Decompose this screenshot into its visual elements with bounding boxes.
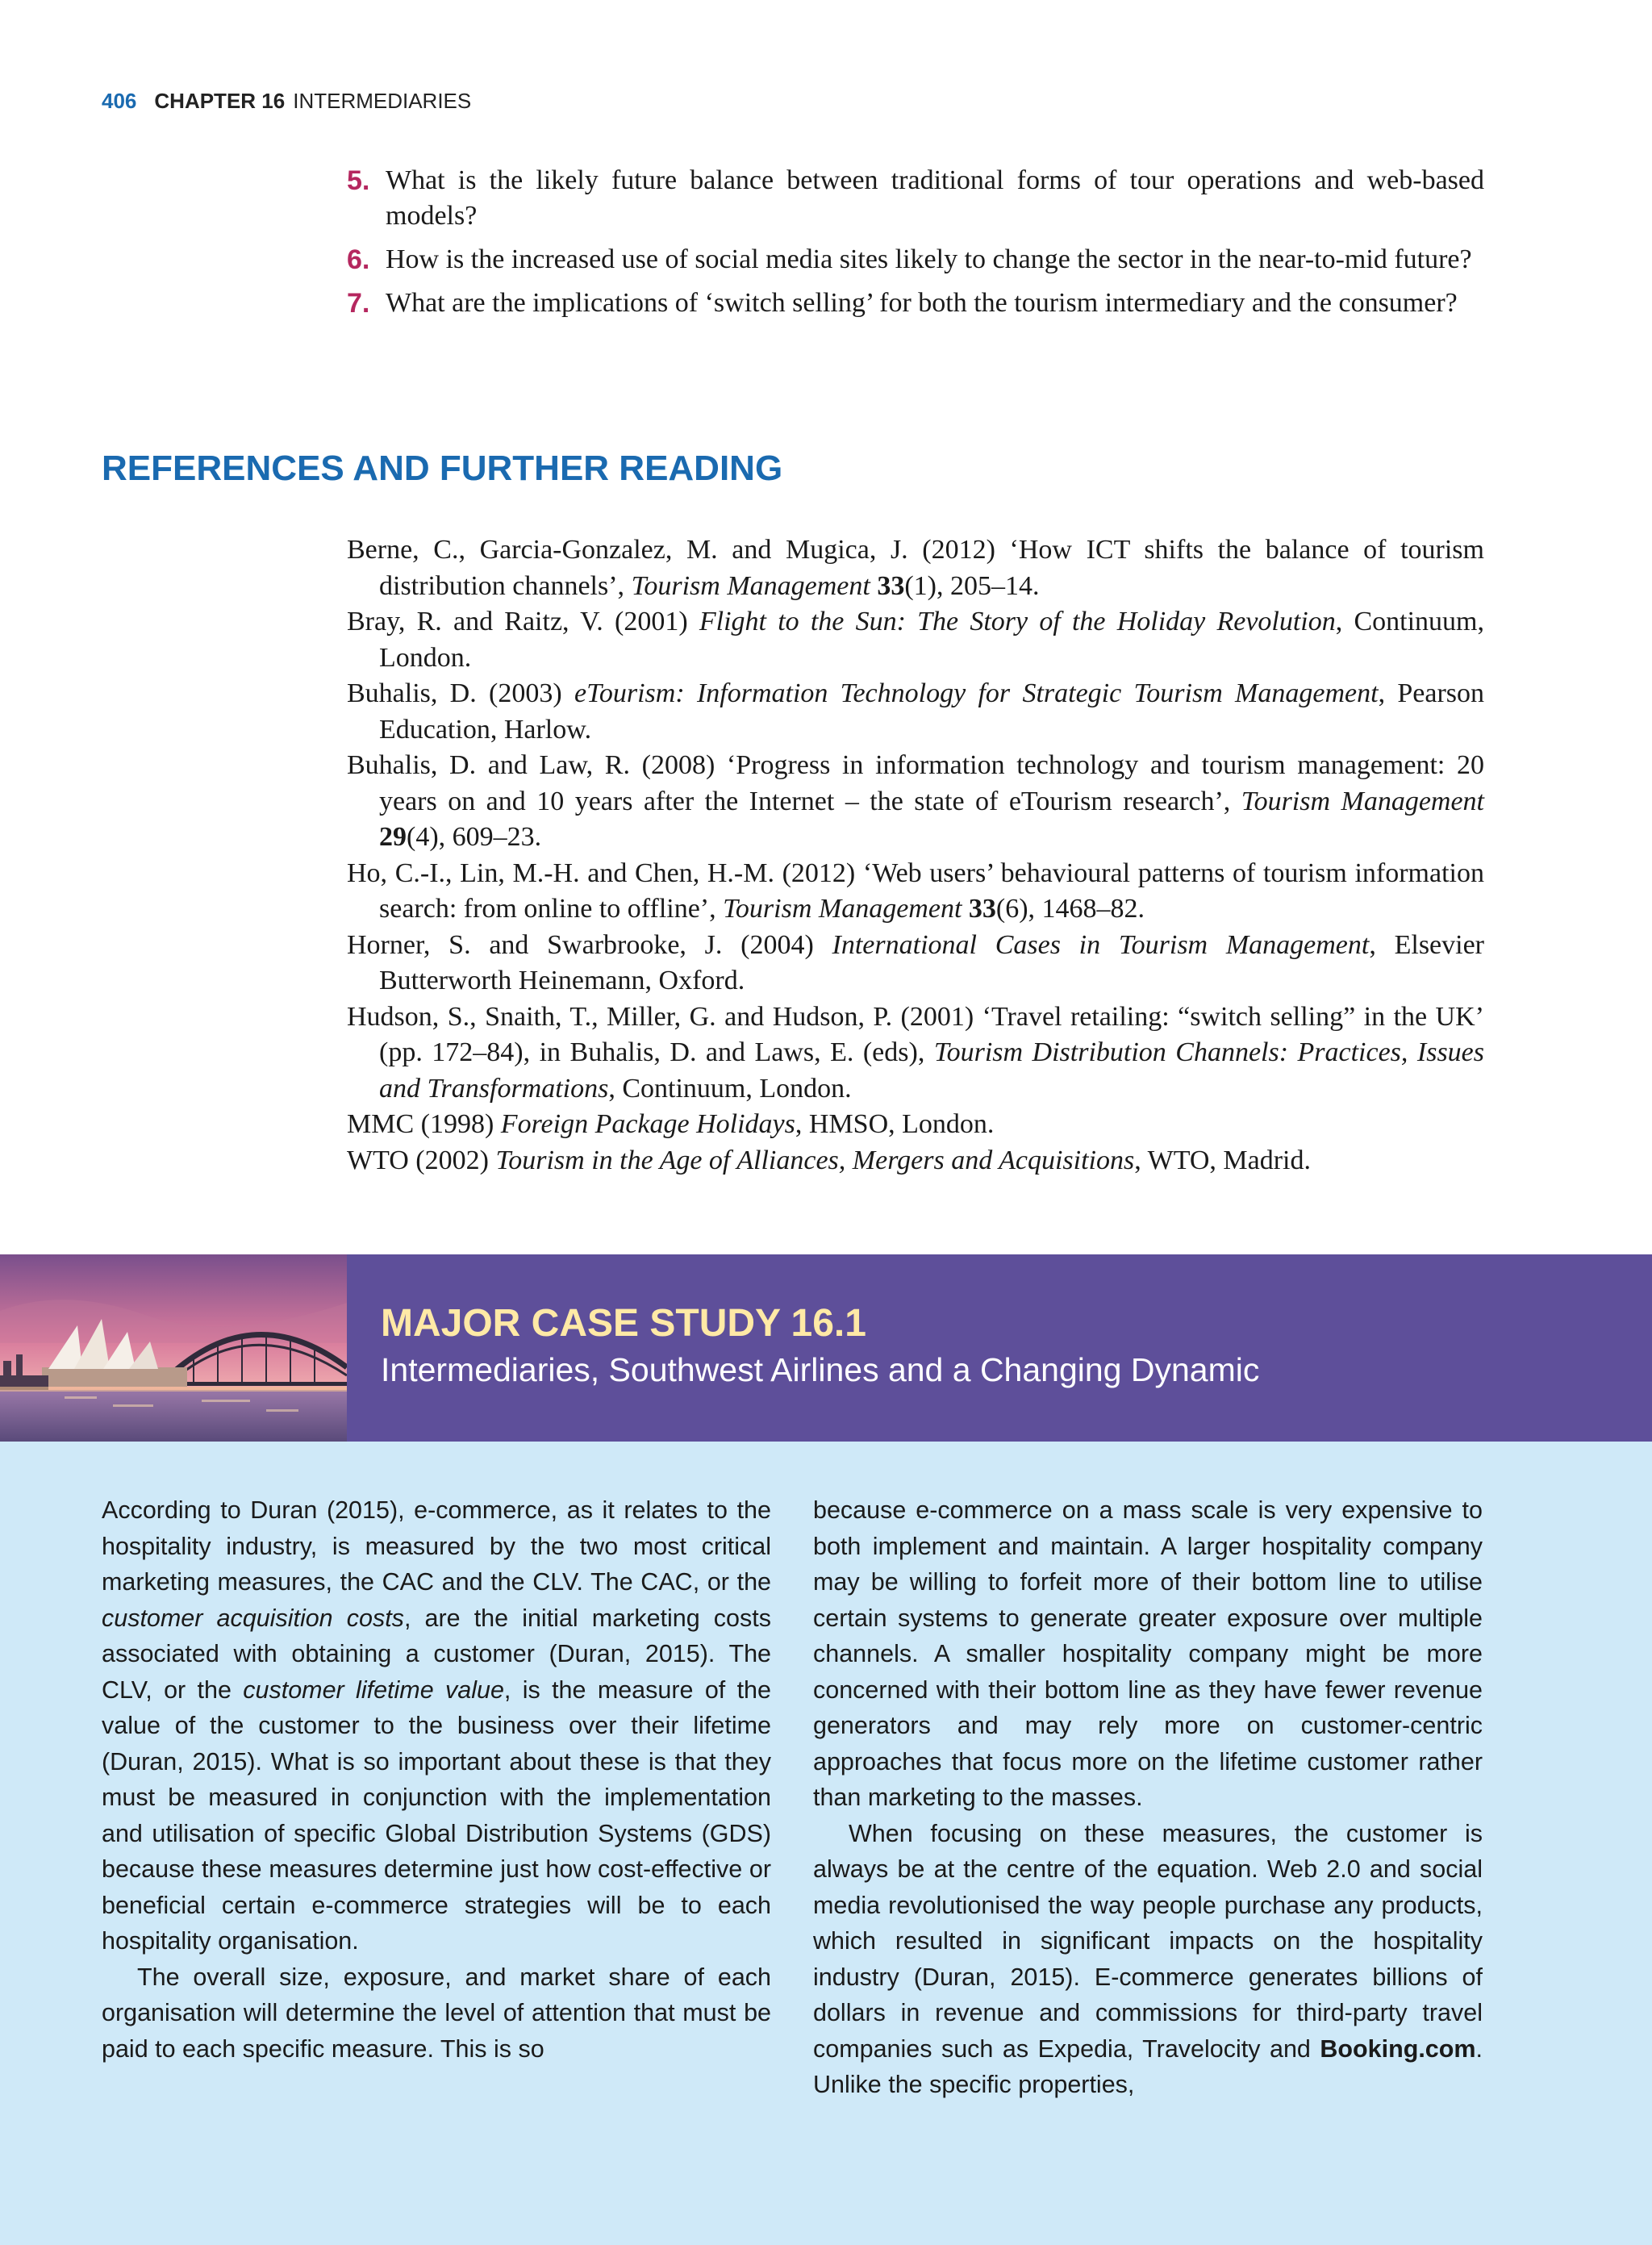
reference-volume: 33 (968, 894, 996, 924)
reference-title: Flight to the Sun: The Story of the Holiday Revolution (699, 607, 1336, 636)
reference-item (347, 748, 1484, 856)
reference-title: Tourism Management (1241, 786, 1485, 816)
reference-item (347, 676, 1484, 748)
reference-list (347, 532, 1484, 1179)
reference-text: WTO (2002) (347, 1145, 496, 1175)
case-study-column-right (813, 1492, 1483, 2103)
question-text: What are the implications of ‘switch selling’ for both the tourism intermediary and the consumer? (386, 288, 1458, 318)
case-study-title: MAJOR CASE STUDY 16.1 (381, 1302, 866, 1345)
reference-title: Tourism Management (631, 570, 870, 601)
question-text: How is the increased use of social media sites likely to change the sector in the near-to-mid future? (386, 244, 1472, 274)
case-term: customer acquisition costs (102, 1604, 404, 1632)
reference-text: Bray, R. and Raitz, V. (2001) (347, 607, 699, 636)
reference-title: eTourism: Information Technology for Strategic Tourism Management (574, 678, 1379, 708)
reference-text: , HMSO, London. (795, 1109, 995, 1139)
reference-item (347, 999, 1484, 1108)
chapter-label: CHAPTER 16 (154, 89, 286, 113)
reference-text: MMC (1998) (347, 1109, 501, 1139)
running-header (102, 89, 471, 114)
discussion-questions (347, 163, 1484, 329)
reference-item (347, 532, 1484, 604)
reference-item (347, 1107, 1484, 1143)
reference-item (347, 604, 1484, 676)
reference-title: Tourism in the Age of Alliances, Mergers and Acquisitions (495, 1145, 1135, 1175)
case-brand: Booking.com (1320, 2034, 1476, 2063)
case-term: customer lifetime value (243, 1675, 504, 1704)
reference-text: Berne, C., Garcia-Gonzalez, M. and Mugica, J. (2012) ‘How ICT shifts the balance of tourism distribution channels’, (347, 535, 1484, 601)
case-text: According to Duran (2015), e-commerce, as it relates to the hospitality industry, is measured by the two most critical marketing measures, the CAC and the CLV. The CAC, or the (102, 1496, 771, 1596)
case-paragraph (102, 1492, 771, 1959)
case-study-column-left (102, 1492, 771, 2067)
reference-title: Tourism Management (723, 894, 962, 924)
reference-text: Hudson, S., Snaith, T., Miller, G. and Hudson, P. (2001) ‘Travel retailing: “switch selling” in the UK’ (pp. 172–84), in Buhalis, D. and Laws, E. (eds), (347, 1001, 1484, 1067)
question-item (347, 286, 1484, 321)
reference-text: Buhalis, D. (2003) (347, 678, 574, 708)
reference-text: , Elsevier Butterworth Heinemann, Oxford. (379, 929, 1484, 995)
reference-text: Buhalis, D. and Law, R. (2008) ‘Progress in information technology and tourism management: 20 years on and 10 years after the Internet – the state of eTourism research’, (347, 750, 1484, 816)
case-text: , is the measure of the value of the customer to the business over their lifetime (Duran, 2015). What is so important about these is that they must be measured in conjunction with the implementation and utilisation of specific Global Distribution Systems (GDS) because these measures determine just how cost-effective or beneficial certain e-commerce strategies will be to each hospitality organisation. (102, 1675, 771, 1955)
case-paragraph: The overall size, exposure, and market share of each organisation will determine the level of attention that must be paid to each specific measure. This is so (102, 1963, 771, 2063)
case-text: . Unlike the specific properties, (813, 2034, 1483, 2098)
reference-title: International Cases in Tourism Management (832, 929, 1370, 960)
question-item (347, 163, 1484, 234)
case-paragraph (813, 1816, 1483, 2103)
reference-text: , WTO, Madrid. (1134, 1145, 1311, 1175)
reference-text: (1), 205–14. (904, 570, 1040, 601)
question-item (347, 242, 1484, 277)
reference-text: , Continuum, London. (379, 607, 1484, 673)
reference-item (347, 1143, 1484, 1179)
case-text: , are the initial marketing costs associated with obtaining a customer (Duran, 2015). The CLV, or the (102, 1604, 771, 1704)
question-number: 5. (347, 165, 370, 196)
case-study-subtitle: Intermediaries, Southwest Airlines and a Changing Dynamic (381, 1351, 1260, 1388)
question-text: What is the likely future balance between traditional forms of tour operations and web-based models? (386, 165, 1484, 231)
case-study-banner (0, 1254, 1652, 1442)
reference-volume: 33 (877, 570, 905, 601)
section-label: INTERMEDIARIES (293, 89, 472, 113)
sydney-harbour-photo (0, 1254, 347, 1442)
reference-text: (4), 609–23. (407, 822, 542, 852)
reference-volume: 29 (379, 822, 407, 852)
reference-text: (6), 1468–82. (995, 894, 1145, 924)
question-number: 7. (347, 288, 370, 319)
reference-title: Foreign Package Holidays (500, 1109, 795, 1139)
reference-item (347, 928, 1484, 999)
reference-item (347, 856, 1484, 928)
case-paragraph: because e-commerce on a mass scale is very expensive to both implement and maintain. A larger hospitality company may be willing to forfeit more of their bottom line to utilise certain systems to generate greater exposure over multiple channels. A smaller hospitality company might be more concerned with their bottom line as they have fewer revenue generators and may rely more on customer-centric approaches that focus more on the lifetime customer rather than marketing to the masses. (813, 1496, 1483, 1811)
reference-text: , Pearson Education, Harlow. (379, 678, 1485, 745)
case-study-body (0, 1442, 1652, 2245)
references-heading: REFERENCES AND FURTHER READING (102, 449, 783, 488)
question-number: 6. (347, 244, 370, 275)
case-text: When focusing on these measures, the customer is always be at the centre of the equation. Web 2.0 and social media revolutionised the way people purchase any products, which resulted in significant impacts on the hospitality industry (Duran, 2015). E-commerce generates billions of dollars in revenue and commissions for third-party travel companies such as Expedia, Travelocity and (813, 1819, 1483, 2063)
reference-title: Tourism Distribution Channels: Practices, Issues and Transformations (379, 1037, 1484, 1104)
reference-text: , Continuum, London. (608, 1073, 852, 1104)
reference-text: Ho, C.-I., Lin, M.-H. and Chen, H.-M. (2012) ‘Web users’ behavioural patterns of tourism information search: from online to offline’, (347, 858, 1484, 924)
reference-text: Horner, S. and Swarbrooke, J. (2004) (347, 929, 832, 960)
page-number: 406 (102, 89, 137, 113)
